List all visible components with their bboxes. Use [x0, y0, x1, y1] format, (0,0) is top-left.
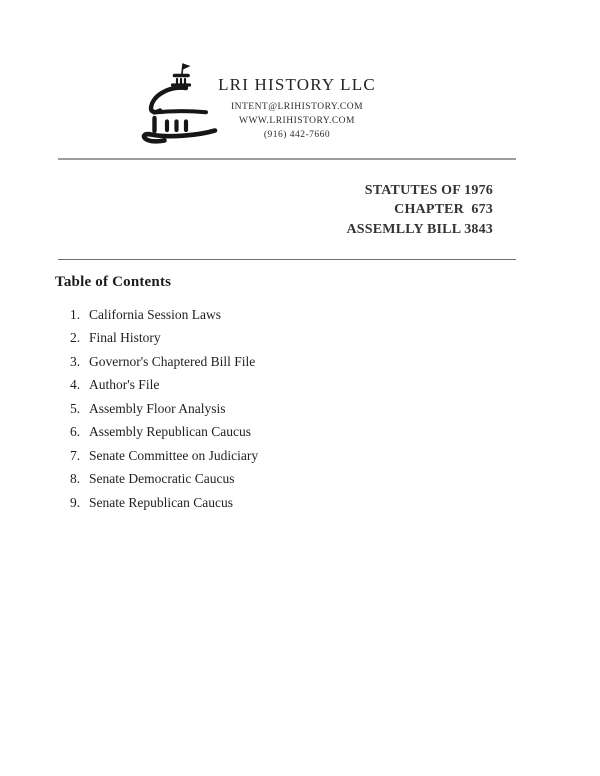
toc-item-label: Senate Republican Caucus: [89, 494, 233, 510]
company-website: WWW.LRIHISTORY.COM: [239, 116, 355, 126]
toc-item-number: 7.: [70, 447, 81, 463]
toc-item-label: Author's File: [89, 377, 160, 393]
toc-item-number: 9.: [70, 494, 81, 510]
toc-item-label: California Session Laws: [89, 306, 221, 322]
toc-item: [70, 491, 258, 515]
company-email: INTENT@LRIHISTORY.COM: [230, 102, 364, 112]
company-phone: (916) 442-7660: [263, 130, 331, 140]
toc-item-label: Governor's Chaptered Bill File: [89, 353, 256, 369]
toc-item: [70, 327, 258, 351]
toc-item: [70, 444, 258, 468]
toc-item-number: 3.: [70, 353, 81, 369]
divider-top: [58, 158, 516, 160]
divider-bottom: [58, 259, 516, 260]
toc-item-label: Senate Democratic Caucus: [89, 471, 235, 487]
toc-item-number: 5.: [70, 400, 81, 416]
toc-item: [70, 468, 258, 492]
flag-icon: [183, 64, 191, 70]
toc-item-label: Assembly Republican Caucus: [89, 424, 251, 440]
toc-item-number: 1.: [70, 306, 81, 322]
toc-item: [70, 303, 258, 327]
letterhead: [197, 76, 397, 142]
toc-title: Table of Contents: [55, 274, 172, 290]
chapter-line: CHAPTER 673: [394, 202, 493, 218]
toc-item-number: 8.: [70, 471, 81, 487]
bill-line: ASSEMLLY BILL 3843: [346, 221, 493, 237]
bill-reference-block: [346, 181, 493, 239]
toc-item-number: 4.: [70, 377, 81, 393]
toc-list: [70, 303, 258, 515]
toc-item-label: Assembly Floor Analysis: [89, 400, 226, 416]
toc-item-number: 2.: [70, 330, 81, 346]
toc-item-label: Senate Committee on Judiciary: [89, 447, 259, 463]
statutes-line: STATUTES OF 1976: [364, 183, 493, 198]
company-name: LRI HISTORY LLC: [218, 75, 376, 94]
toc-item: [70, 374, 258, 398]
toc-item-label: Final History: [89, 330, 161, 346]
toc-item-number: 6.: [70, 424, 81, 440]
toc-item: [70, 397, 258, 421]
toc-item: [70, 421, 258, 445]
toc-item: [70, 350, 258, 374]
